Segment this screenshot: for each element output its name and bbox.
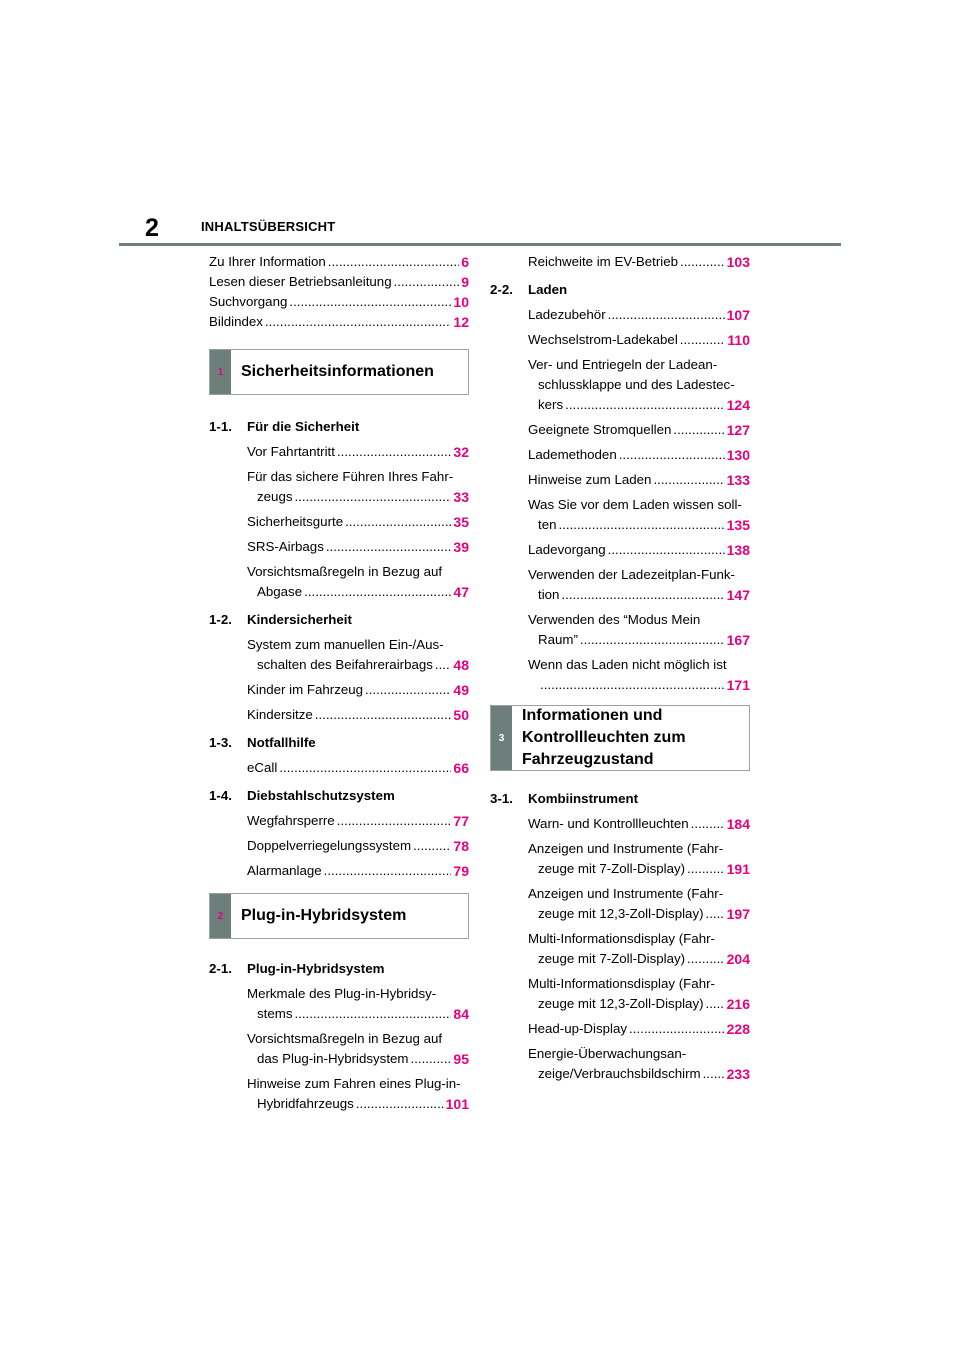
page-link[interactable]: 138 (726, 542, 750, 558)
page-link[interactable]: 107 (726, 307, 750, 323)
page-link[interactable]: 133 (726, 472, 750, 488)
page-link[interactable]: 35 (453, 514, 469, 530)
page-link[interactable]: 79 (453, 863, 469, 879)
toc-entry[interactable]: Vorsichtsmaßregeln in Bezug auf Abgase ..... 47 (209, 562, 469, 602)
page-link[interactable]: 47 (453, 584, 469, 600)
page-link[interactable]: 197 (726, 906, 750, 922)
page-link[interactable]: 78 (453, 838, 469, 854)
page-link[interactable]: 6 (461, 254, 469, 270)
page-link[interactable]: 84 (453, 1006, 469, 1022)
page-link[interactable]: 147 (726, 587, 750, 603)
page-link[interactable]: 135 (726, 517, 750, 533)
toc-entry[interactable]: Anzeigen und Instrumente (Fahr- zeuge mit 7-Zoll-Display) ..... 191 (490, 839, 750, 879)
header-rule (119, 243, 841, 246)
page-link[interactable]: 9 (461, 274, 469, 290)
toc-entry[interactable]: Kindersitze ..... 50 (209, 705, 469, 725)
page-link[interactable]: 127 (726, 422, 750, 438)
section-heading: 1-4. Diebstahlschutzsystem (209, 788, 395, 803)
page-link[interactable]: 167 (726, 632, 750, 648)
page-link[interactable]: 49 (453, 682, 469, 698)
chapter-tab: 2 (210, 894, 231, 938)
chapter-tab: 1 (210, 350, 231, 394)
toc-entry[interactable]: Doppelverriegelungssystem ..... 78 (209, 836, 469, 856)
section-heading: 1-2. Kindersicherheit (209, 612, 352, 627)
page-link[interactable]: 50 (453, 707, 469, 723)
toc-entry[interactable]: Ladezubehör ..... 107 (490, 305, 750, 325)
toc-entry[interactable]: Sicherheitsgurte ..... 35 (209, 512, 469, 532)
page-number: 2 (145, 214, 159, 242)
toc-entry[interactable]: Verwenden der Ladezeitplan-Funk- tion ..... 147 (490, 565, 750, 605)
toc-entry[interactable]: Hinweise zum Laden ..... 133 (490, 470, 750, 490)
toc-entry[interactable]: Warn- und Kontrollleuchten ..... 184 (490, 814, 750, 834)
toc-entry[interactable]: Multi-Informationsdisplay (Fahr- zeuge mit 7-Zoll-Display) ..... 204 (490, 929, 750, 969)
toc-column-left (209, 252, 469, 1114)
toc-entry[interactable]: eCall ..... 66 (209, 758, 469, 778)
toc-entry[interactable]: Multi-Informationsdisplay (Fahr- zeuge mit 12,3-Zoll-Display) ..... 216 (490, 974, 750, 1014)
page-link[interactable]: 233 (726, 1066, 750, 1082)
page-link[interactable]: 33 (453, 489, 469, 505)
section-heading: 1-1. Für die Sicherheit (209, 419, 360, 434)
toc-entry[interactable]: SRS-Airbags ..... 39 (209, 537, 469, 557)
toc-entry[interactable]: Ladevorgang ..... 138 (490, 540, 750, 560)
toc-entry[interactable]: System zum manuellen Ein-/Aus- schalten des Beifahrerairbags ..... 48 (209, 635, 469, 675)
page-link[interactable]: 110 (727, 332, 750, 348)
toc-entry[interactable]: Suchvorgang ..... 10 (209, 292, 469, 312)
page-link[interactable]: 171 (726, 677, 750, 693)
chapter-tab: 3 (491, 706, 512, 770)
page-header-title: INHALTSÜBERSICHT (201, 219, 336, 234)
toc-entry[interactable]: Für das sichere Führen Ihres Fahr- zeugs ..... 33 (209, 467, 469, 507)
toc-entry[interactable]: Zu Ihrer Information ..... 6 (209, 252, 469, 272)
page-link[interactable]: 204 (726, 951, 750, 967)
page-link[interactable]: 39 (453, 539, 469, 555)
page-link[interactable]: 124 (726, 397, 750, 413)
toc-entry[interactable]: Vor Fahrtantritt ..... 32 (209, 442, 469, 462)
page-link[interactable]: 48 (453, 657, 469, 673)
toc-entry[interactable]: Merkmale des Plug-in-Hybridsy- stems ..... 84 (209, 984, 469, 1024)
toc-entry[interactable]: Was Sie vor dem Laden wissen soll- ten ..... 135 (490, 495, 750, 535)
page-link[interactable]: 191 (726, 861, 750, 877)
page-link[interactable]: 10 (453, 294, 469, 310)
toc-entry[interactable]: Kinder im Fahrzeug ..... 49 (209, 680, 469, 700)
toc-entry[interactable]: Alarmanlage ..... 79 (209, 861, 469, 881)
toc-entry[interactable]: Verwenden des “Modus Mein Raum” ..... 167 (490, 610, 750, 650)
toc-entry[interactable]: Lesen dieser Betriebsanleitung ..... 9 (209, 272, 469, 292)
section-heading: 1-3. Notfallhilfe (209, 735, 316, 750)
chapter-box-2[interactable] (209, 893, 469, 939)
toc-entry[interactable]: Wechselstrom-Ladekabel ..... 110 (490, 330, 750, 350)
chapter-title: Informationen und Kontrollleuchten zum Fahrzeugzustand (522, 707, 686, 768)
toc-column-right (490, 252, 750, 1084)
toc-entry[interactable]: Hinweise zum Fahren eines Plug-in- Hybridfahrzeugs ..... 101 (209, 1074, 469, 1114)
toc-entry[interactable]: Energie-Überwachungsan- zeige/Verbrauchsbildschirm ..... 233 (490, 1044, 750, 1084)
page-link[interactable]: 184 (726, 816, 750, 832)
toc-entry[interactable]: Geeignete Stromquellen ..... 127 (490, 420, 750, 440)
page-link[interactable]: 32 (453, 444, 469, 460)
toc-entry[interactable]: Vorsichtsmaßregeln in Bezug auf das Plug-in-Hybridsystem ..... 95 (209, 1029, 469, 1069)
section-heading: 2-1. Plug-in-Hybridsystem (209, 961, 385, 976)
toc-entry[interactable]: Anzeigen und Instrumente (Fahr- zeuge mit 12,3-Zoll-Display) ..... 197 (490, 884, 750, 924)
page-link[interactable]: 95 (453, 1051, 469, 1067)
toc-entry[interactable]: Wenn das Laden nicht möglich ist ..... 171 (490, 655, 750, 695)
section-heading: 3-1. Kombiinstrument (490, 791, 639, 806)
toc-entry[interactable]: Ver- und Entriegeln der Ladean- schlussklappe und des Ladestec- kers ..... 124 (490, 355, 750, 415)
toc-entry[interactable]: Lademethoden ..... 130 (490, 445, 750, 465)
page-link[interactable]: 130 (726, 447, 750, 463)
page-link[interactable]: 228 (726, 1021, 750, 1037)
chapter-title: Sicherheitsinformationen (241, 363, 434, 380)
section-heading: 2-2. Laden (490, 282, 568, 297)
page-link[interactable]: 66 (453, 760, 469, 776)
chapter-box-3[interactable] (490, 705, 750, 771)
toc-entry[interactable]: Wegfahrsperre ..... 77 (209, 811, 469, 831)
page-link[interactable]: 103 (726, 254, 750, 270)
toc-entry[interactable]: Bildindex ..... 12 (209, 312, 469, 332)
chapter-title: Plug-in-Hybridsystem (241, 907, 407, 924)
page-link[interactable]: 77 (453, 813, 469, 829)
toc-entry[interactable]: Head-up-Display ..... 228 (490, 1019, 750, 1039)
page-link[interactable]: 101 (445, 1096, 469, 1112)
toc-entry[interactable]: Reichweite im EV-Betrieb ..... 103 (490, 252, 750, 272)
page-link[interactable]: 216 (726, 996, 750, 1012)
page-link[interactable]: 12 (453, 314, 469, 330)
chapter-box-1[interactable] (209, 349, 469, 395)
